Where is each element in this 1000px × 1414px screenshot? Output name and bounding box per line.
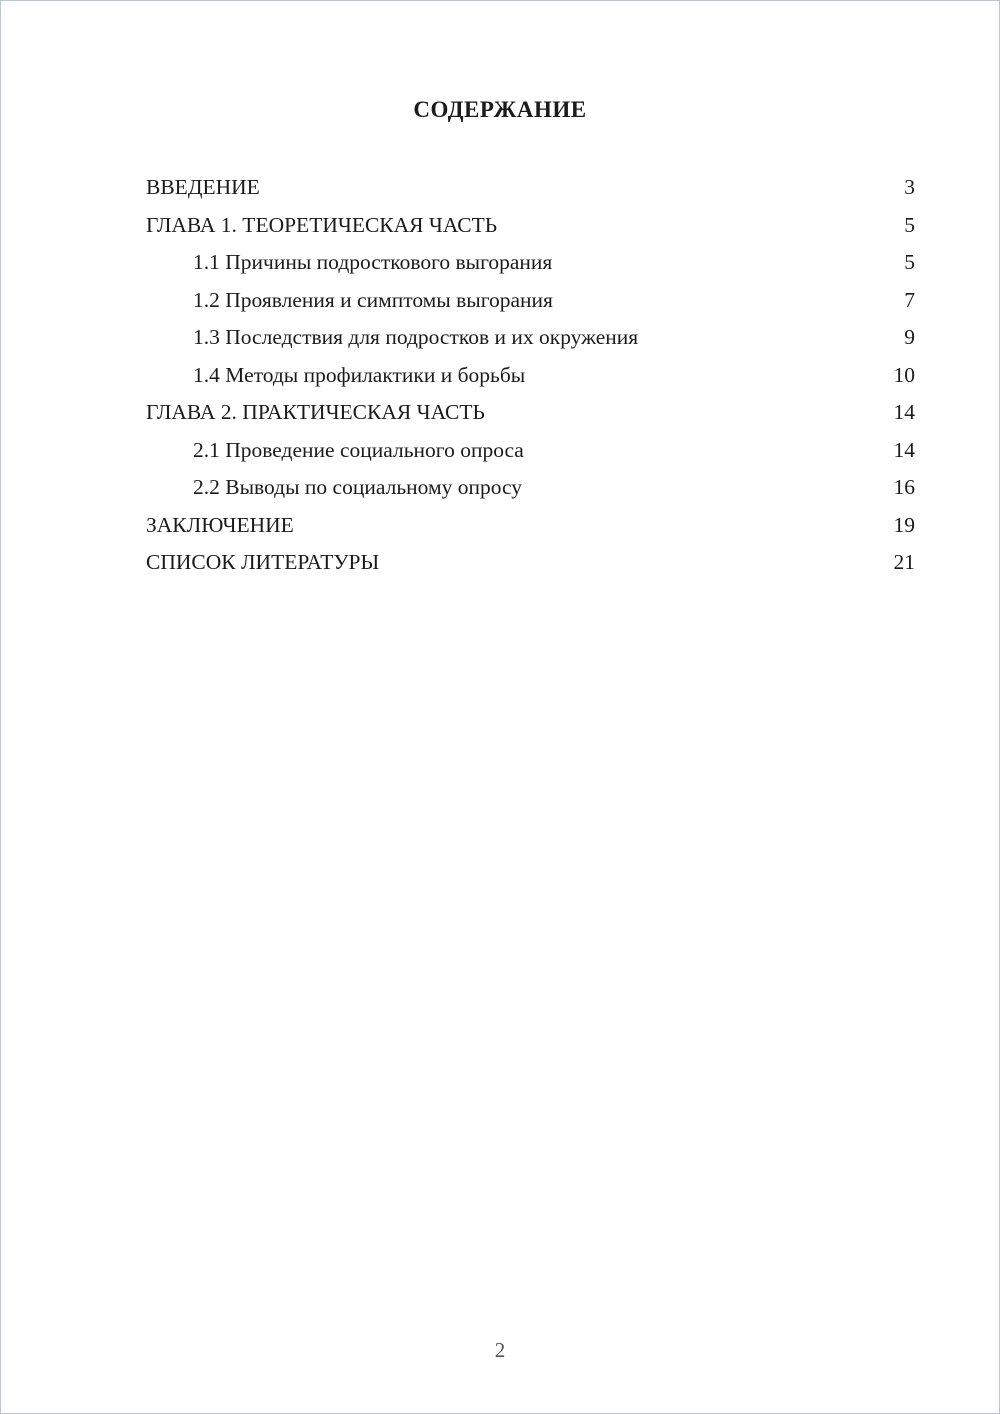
toc-entry-label: 1.1 Причины подросткового выгорания [193, 250, 553, 274]
toc-entry [146, 319, 915, 357]
toc-entry-label: ГЛАВА 2. ПРАКТИЧЕСКАЯ ЧАСТЬ [146, 400, 485, 424]
toc-entry [146, 394, 915, 432]
toc-entry [146, 282, 915, 320]
toc-entry-label: 1.2 Проявления и симптомы выгорания [193, 287, 553, 312]
page-title: СОДЕРЖАНИЕ [413, 97, 587, 122]
toc-entry-page: 9 [904, 325, 915, 349]
toc-entry-page: 7 [904, 287, 915, 312]
toc-entry-page: 10 [893, 362, 915, 387]
toc-entry-page: 14 [893, 437, 915, 462]
toc-entry-label: ВВЕДЕНИЕ [146, 175, 260, 199]
toc-entry [146, 207, 915, 245]
toc-entry [146, 244, 915, 282]
toc-entry-label: СПИСОК ЛИТЕРАТУРЫ [146, 550, 380, 574]
toc-entry-page: 16 [893, 475, 915, 499]
toc-entry-page: 14 [893, 400, 915, 424]
toc-entry-page: 3 [904, 175, 915, 199]
toc-entry-label: 2.1 Проведение социального опроса [193, 437, 524, 462]
toc-entry-page: 5 [904, 212, 915, 237]
toc-entry [146, 432, 915, 470]
toc-entry [146, 169, 915, 207]
toc-entry [146, 357, 915, 395]
toc-entry-label: 2.2 Выводы по социальному опросу [193, 475, 523, 499]
footer-page-number: 2 [494, 1338, 506, 1362]
toc-entry [146, 469, 915, 507]
toc-entry-label: 1.4 Методы профилактики и борьбы [193, 362, 526, 387]
table-of-contents [1, 169, 999, 582]
toc-entry-page: 5 [904, 250, 915, 274]
toc-entry-label: ГЛАВА 1. ТЕОРЕТИЧЕСКАЯ ЧАСТЬ [146, 212, 498, 237]
toc-entry-page: 21 [893, 550, 915, 574]
toc-entry-label: ЗАКЛЮЧЕНИЕ [146, 512, 294, 537]
toc-entry-page: 19 [893, 512, 915, 537]
toc-entry [146, 507, 915, 545]
toc-entry-label: 1.3 Последствия для подростков и их окружения [193, 325, 639, 349]
toc-entry [146, 544, 915, 582]
